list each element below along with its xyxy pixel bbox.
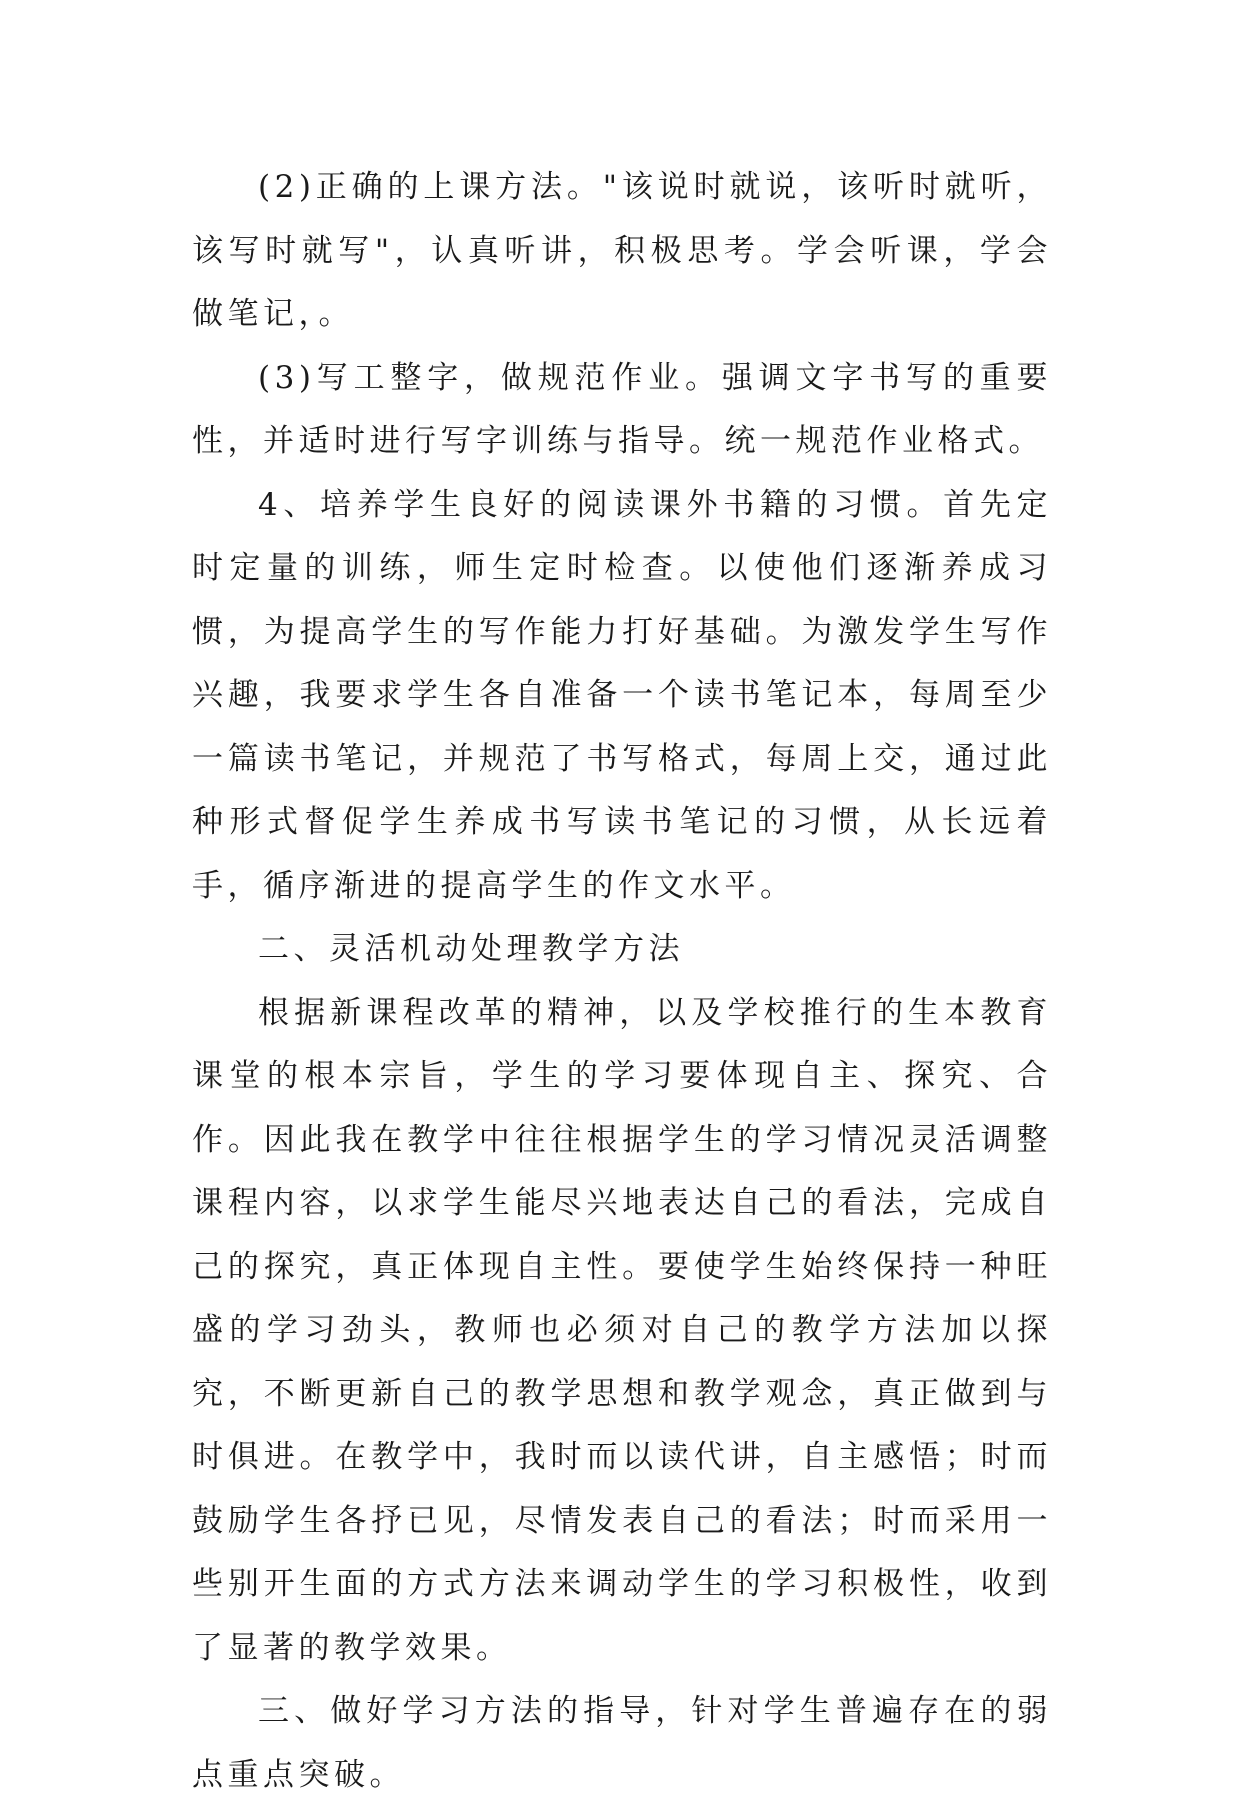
section-heading-study-guidance: 三、做好学习方法的指导，针对学生普遍存在的弱点重点突破。: [192, 1693, 1052, 1793]
paragraph-teaching-method: 根据新课程改革的精神，以及学校推行的生本教育课堂的根本宗旨，学生的学习要体现自主、探究、合作。因此我在教学中往往根据学生的学习情况灵活调整课程内容，以求学生能尽兴地表达自己的看法，完成自己的探究，真正体现自主性。要使学生始终保持一种旺盛的学习劲头，教师也必须对自己的教学方法加以探究，不断更新自己的教学思想和教学观念，真正做到与时俱进。在教学中，我时而以读代讲，自主感悟；时而鼓励学生各抒已见，尽情发表自己的看法；时而采用一些别开生面的方式方法来调动学生的学习积极性，收到了显著的教学效果。: [192, 994, 1052, 1666]
paragraph-neat-writing: (3)写工整字，做规范作业。强调文字书写的重要性，并适时进行写字训练与指导。统一规范作业格式。: [192, 359, 1052, 459]
section-heading-teaching-method: 二、灵活机动处理教学方法: [258, 931, 684, 967]
document-body: [192, 156, 1052, 1807]
paragraph-listening-method: (2)正确的上课方法。"该说时就说，该听时就听，该写时就写"，认真听讲，积极思考。学会听课，学会做笔记，。: [192, 169, 1052, 332]
paragraph-reading-habit: 4、培养学生良好的阅读课外书籍的习惯。首先定时定量的训练，师生定时检查。以使他们逐渐养成习惯，为提高学生的写作能力打好基础。为激发学生写作兴趣，我要求学生各自准备一个读书笔记本，每周至少一篇读书笔记，并规范了书写格式，每周上交，通过此种形式督促学生养成书写读书笔记的习惯，从长远着手，循序渐进的提高学生的作文水平。: [192, 486, 1052, 904]
